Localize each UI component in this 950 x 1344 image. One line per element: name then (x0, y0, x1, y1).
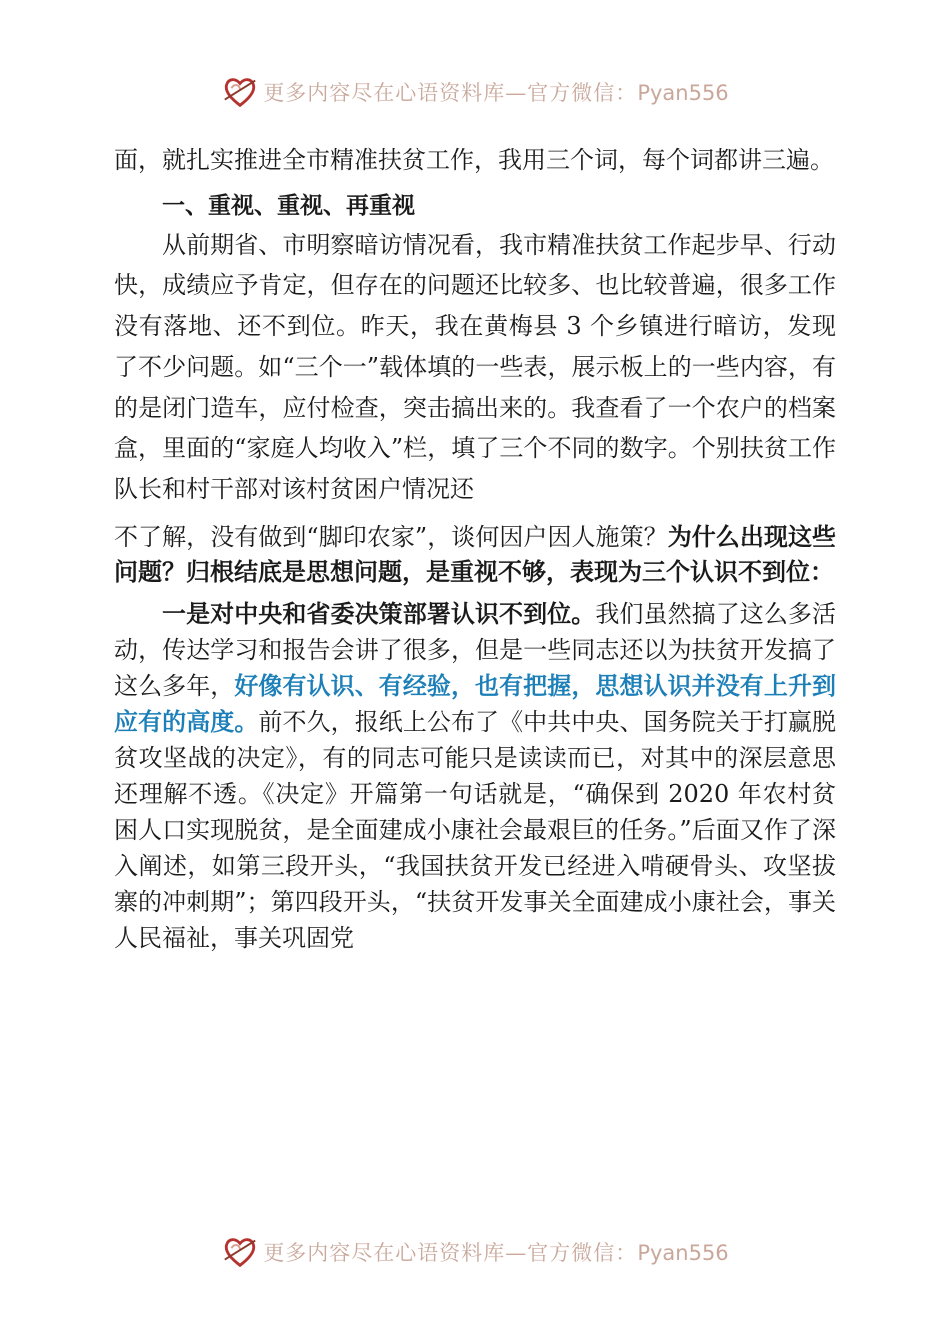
document-body (114, 140, 836, 956)
wechat-id: Pyan556 (637, 81, 729, 105)
footer-banner (0, 1232, 950, 1272)
paragraph-3-highlight: 好像有认识、有经验，也有把握，思想认识并没有上升到应有的高度。 (114, 671, 837, 736)
heart-logo-icon (221, 73, 259, 111)
paragraph-3-text-b: 前不久，报纸上公布了《中共中央、国务院关于打赢脱贫攻坚战的决定》，有的同志可能只是读读而已，对其中的深层意思还理解不透。《决定》开篇第一句话就是，“确保到 2020 年农村贫困人口实现脱贫，是全面建成小康社会最艰巨的任务。”后面又作了深入阐述，如第三段开头，“我国扶贫开发已经进入啃硬骨头、攻坚拔寨的冲刺期”；第四段开头，“扶贫开发事关全面建成小康社会，事关人民福祉，事关巩固党 (114, 707, 837, 952)
paragraph-2 (114, 520, 836, 590)
paragraph-2-bold: 为什么出现这些问题？归根结底是思想问题，是重视不够，表现为三个认识不到位： (114, 522, 836, 586)
paragraph-2-text: 不了解，没有做到“脚印农家”，谈何因户因人施策？ (114, 522, 668, 551)
wechat-id: Pyan556 (637, 1241, 729, 1265)
paragraph-1: 从前期省、市明察暗访情况看，我市精准扶贫工作起步早、行动快，成绩应予肯定，但存在的问题还比较多、也比较普遍，很多工作没有落地、还不到位。昨天，我在黄梅县 3 个乡镇进行暗访，发现了不少问题。如“三个一”载体填的一些表，展示板上的一些内容，有的是闭门造车，应付检查，突击搞出来的。我查看了一个农户的档案盒，里面的“家庭人均收入”栏，填了三个不同的数字。个别扶贫工作队长和村干部对该村贫困户情况还 (114, 230, 836, 503)
heart-logo-icon (221, 1233, 259, 1271)
section-heading: 一、重视、重视、再重视 (162, 192, 415, 219)
paragraph-intro: 面，就扎实推进全市精准扶贫工作，我用三个词，每个词都讲三遍。 (114, 146, 834, 174)
paragraph-3-lead: 一是对中央和省委决策部署认识不到位。 (162, 599, 596, 628)
paragraph-3-text-a: 我们虽然搞了这么多活动，传达学习和报告会讲了很多，但是一些同志还以为扶贫开发搞了这么多年， (114, 599, 837, 700)
banner-text: 更多内容尽在心语资料库—官方微信：Pyan556 (263, 81, 729, 105)
paragraph-3 (114, 596, 836, 956)
banner-text: 更多内容尽在心语资料库—官方微信：Pyan556 (263, 1241, 729, 1265)
header-banner (0, 72, 950, 112)
